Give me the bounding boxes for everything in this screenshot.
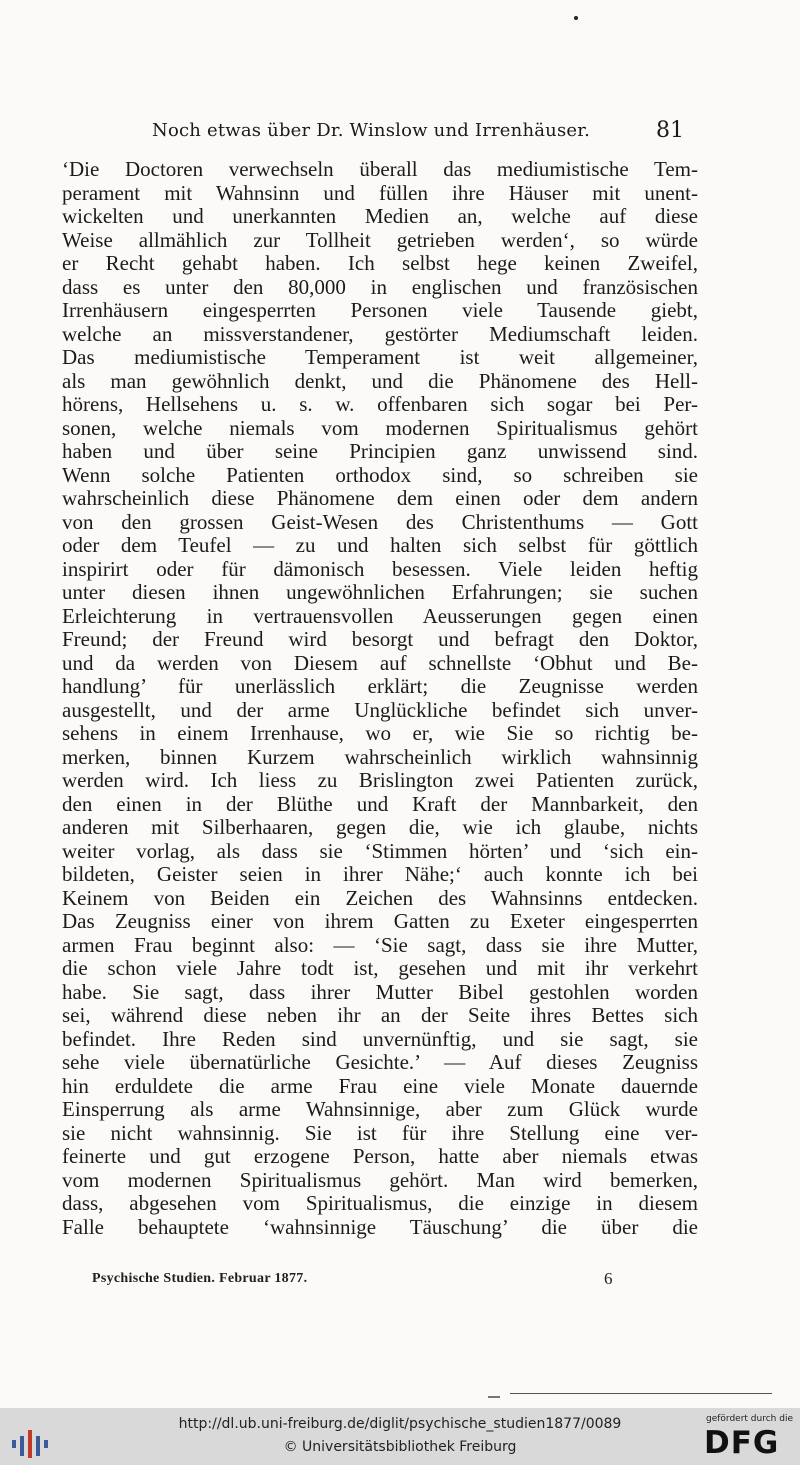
text-line: vom modernen Spiritualismus gehört. Man wird bemerken, [62,1167,698,1192]
text-line: sehe viele übernatürliche Gesichte.’ — Auf dieses Zeugniss [62,1050,698,1074]
scan-mark [488,1396,500,1398]
text-line: armen Frau beginnt also: — ‘Sie sagt, dass sie ihre Mutter, [62,932,698,957]
text-line: Wenn solche Patienten orthodox sind, so schreiben sie [62,462,698,487]
text-line: er Recht gehabt haben. Ich selbst hege keinen Zweifel, [62,251,698,275]
printer-signature [92,1271,652,1293]
text-line: Erleichterung in vertrauensvollen Aeusserungen gegen einen [62,603,698,628]
text-line: Keinem von Beiden ein Zeichen des Wahnsinns entdecken. [62,885,698,910]
permalink-url[interactable]: http://dl.ub.uni-freiburg.de/diglit/psychische_studien1877/0089 [178,1416,622,1432]
text-line: und da werden von Diesem auf schnellste ‘Obhut und Be- [62,650,698,675]
text-line: oder dem Teufel — zu und halten sich selbst für göttlich [62,533,698,557]
text-line: feinerte und gut erzogene Person, hatte aber niemals etwas [62,1144,698,1168]
dfg-logo [702,1414,796,1462]
text-line: ‘Die Doctoren verwechseln überall das mediumistische Tem- [62,157,698,181]
running-title: Noch etwas über Dr. Winslow und Irrenhäuser. [152,120,591,141]
text-line: handlung’ für unerlässlich erklärt; die Zeugnisse werden [62,674,698,698]
page-header [62,118,684,148]
text-line: Das Zeugniss einer von ihrem Gatten zu Exeter eingesperrten [62,909,698,933]
text-line: sei, während diese neben ihr an der Seite ihres Bettes sich [62,1003,698,1027]
text-line: die schon viele Jahre todt ist, gesehen und mit ihr verkehrt [62,956,698,980]
text-line: weiter vorlag, als dass sie ‘Stimmen hörten’ und ‘sich ein- [62,838,698,863]
copyright-notice: © Universitätsbibliothek Freiburg [283,1439,517,1455]
signature-journal: Psychische Studien. Februar 1877. [92,1271,308,1286]
text-line: merken, binnen Kurzem wahrscheinlich wirklich wahnsinnig [62,744,698,769]
library-banner [0,1408,800,1465]
text-line: von den grossen Geist-Wesen des Christenthums — Gott [62,509,698,534]
text-line: inspirirt oder für dämonisch besessen. Viele leiden heftig [62,556,698,581]
text-line: perament mit Wahnsinn und füllen ihre Häuser mit unent- [62,180,698,205]
text-line: wahrscheinlich diese Phänomene dem einen oder dem andern [62,486,698,510]
text-line: Weise allmählich zur Tollheit getrieben werden‘, so würde [62,227,698,252]
signature-number: 6 [604,1269,613,1288]
text-line: bildeten, Geister seien in ihrer Nähe;‘ auch konnte ich bei [62,862,698,886]
text-line: dass, abgesehen vom Spiritualismus, die einzige in diesem [62,1191,698,1215]
body-text [62,158,698,1239]
text-line: anderen mit Silberhaaren, gegen die, wie ich glaube, nichts [62,815,698,839]
scan-rule [510,1393,772,1394]
text-line: hin erduldete die arme Frau eine viele Monate dauernde [62,1073,698,1098]
text-line: unter diesen ihnen ungewöhnlichen Erfahrungen; sie suchen [62,580,698,604]
text-line: befindet. Ihre Reden sind unvernünftig, und sie sagt, sie [62,1026,698,1051]
ink-speck [574,16,578,20]
text-line: sonen, welche niemals vom modernen Spiritualismus gehört [62,415,698,440]
text-line: welche an missverstandener, gestörter Mediumschaft leiden. [62,321,698,346]
text-line: Einsperrung als arme Wahnsinnige, aber zum Glück wurde [62,1097,698,1121]
funder-caption: gefördert durch die [706,1414,793,1424]
text-line: habe. Sie sagt, dass ihrer Mutter Bibel gestohlen worden [62,979,698,1004]
text-line: dass es unter den 80,000 in englischen und französischen [62,274,698,299]
text-line: haben und über seine Principien ganz unwissend sind. [62,439,698,463]
text-line: ausgestellt, und der arme Unglückliche befindet sich unver- [62,697,698,722]
text-line: Irrenhäusern eingesperrten Personen viele Tausende giebt, [62,298,698,322]
text-line: als man gewöhnlich denkt, und die Phänomene des Hell- [62,368,698,393]
page-number: 81 [656,118,684,143]
dfg-wordmark: DFG [704,1425,780,1461]
text-line: hörens, Hellsehens u. s. w. offenbaren sich sogar bei Per- [62,392,698,416]
text-line: sehens in einem Irrenhause, wo er, wie Sie so richtig be- [62,721,698,745]
text-line: Falle behauptete ‘wahnsinnige Täuschung’ die über die [62,1214,698,1239]
text-line: Freund; der Freund wird besorgt und befragt den Doktor, [62,627,698,651]
text-line: sie nicht wahnsinnig. Sie ist für ihre Stellung eine ver- [62,1120,698,1145]
text-line: werden wird. Ich liess zu Brislington zwei Patienten zurück, [62,768,698,792]
text-line: Das mediumistische Temperament ist weit allgemeiner, [62,345,698,369]
text-line: den einen in der Blüthe und Kraft der Mannbarkeit, den [62,791,698,816]
text-line: wickelten und unerkannten Medien an, welche auf diese [62,204,698,228]
